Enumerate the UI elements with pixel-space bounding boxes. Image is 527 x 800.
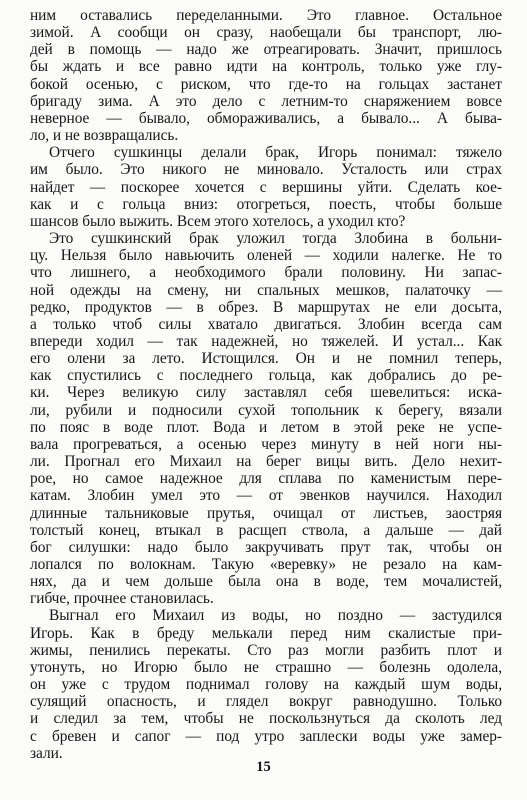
text-line: толстый конец, втыкал в расщеп ствола, а дальше — дай [30,521,502,539]
text-line: как и с гольца вниз: отогреться, поесть, чтобы больше [30,195,502,213]
text-line: утонуть, но Игорю было не страшно — болезнь одолела, [30,658,502,676]
text-line: сулящий опасность, и глядел вокруг равнодушно. Только [30,693,502,711]
text-line: длинные тальниковые прутья, очищал от листьев, заостряя [30,504,502,522]
text-line: с бревен и сапог — под утро заплески воды уже замер- [30,727,502,745]
text-line: дей в помощь — надо же отреагировать. Значит, пришлось [30,41,502,59]
text-line: Игорь. Как в бреду мелькали перед ним скалистые при- [30,624,502,642]
paragraph-1 [30,7,502,144]
text-line: ной одежды на смену, ни спальных мешков, палаточку — [30,281,502,299]
text-line: нях, да и чем дольше была она в воде, тем мочалистей, [30,573,502,591]
text-line: неверное — бывало, обмораживались, а бывало... А быва- [30,109,502,127]
text-line: впереди ходил — так надежней, но тяжелей. И устал... Как [30,332,502,350]
text-line: рое, но самое надежное для сплава по каменистым пере- [30,470,502,488]
text-line: и следил за тем, чтобы не поскользнуться да сколоть лед [30,710,502,728]
text-line: зали. [30,744,63,762]
text-line: ним оставались переделанными. Это главное. Остальное [30,7,502,24]
text-line: Отчего сушкинцы делали брак, Игорь понимал: тяжело [49,144,502,162]
text-line: Выгнал его Михаил из воды, но поздно — застудился [49,607,502,625]
text-line: ли, рубили и подносили сухой топольник к берегу, вязали [30,401,502,419]
text-line: катам. Злобин умел это — от эвенков научился. Находил [30,487,502,505]
text-line: лопался по волокнам. Такую «веревку» не резало на кам- [30,556,502,573]
text-line: а только чтоб силы хватало двигаться. Злобин всегда сам [30,315,502,333]
text-line: зимой. А сообщи он сразу, наобещали бы транспорт, лю- [30,24,502,42]
text-line: Это сушкинский брак уложил тогда Злобина в больни- [49,230,502,248]
text-line: редко, продуктов — в обрез. В маршрутах не ели досыта, [30,298,502,316]
body-text [30,7,502,762]
text-line: бокой осенью, с риском, что где-то на гольцах застанет [30,75,502,93]
text-line: вала прогреваться, а осенью через минуту в ней ноги ны- [30,435,502,453]
text-line: его олени за лето. Истощился. Он и не помнил теперь, [30,350,502,368]
text-line: шансов было выжить. Всем этого хотелось, а уходил кто? [30,212,406,230]
page-number: 15 [256,759,271,775]
text-line: ли. Прогнал его Михаил на берег вицы вить. Дело нехит- [30,453,502,471]
paragraph-4 [30,607,502,761]
paragraph-2 [30,144,502,230]
text-line: ло, и не возвращались. [30,127,179,145]
text-line: бригаду зима. А это дело с летним-то снаряжением вовсе [30,92,502,110]
text-line: найдет — поскорее хочется с вершины уйти. Сделать кое- [30,178,502,196]
text-line: ки. Через великую силу заставлял себя шевелиться: иска- [30,384,502,402]
paragraph-3 [30,230,502,607]
text-line: им было. Это никого не миновало. Усталость или страх [30,161,502,179]
text-line: бог силушки: надо было закручивать прут так, чтобы он [30,538,502,556]
text-line: бы ждать и все равно идти на контроль, только уже глу- [30,58,502,76]
text-line: как спустились с последнего гольца, как добрались до ре- [30,367,502,385]
text-line: гибче, прочнее становилась. [30,590,214,608]
text-line: жимы, пенились перекаты. Сто раз могли разбить плот и [30,641,502,659]
text-line: он уже с трудом поднимал голову на каждый шум воды, [30,676,502,694]
text-line: по пояс в воде плот. Вода и летом в этой реке не успе- [30,418,502,436]
text-line: что лишнего, а необходимого брали половину. Ни запас- [30,264,502,282]
text-line: цу. Нельзя было навьючить оленей — ходили налегке. Не то [30,247,502,265]
